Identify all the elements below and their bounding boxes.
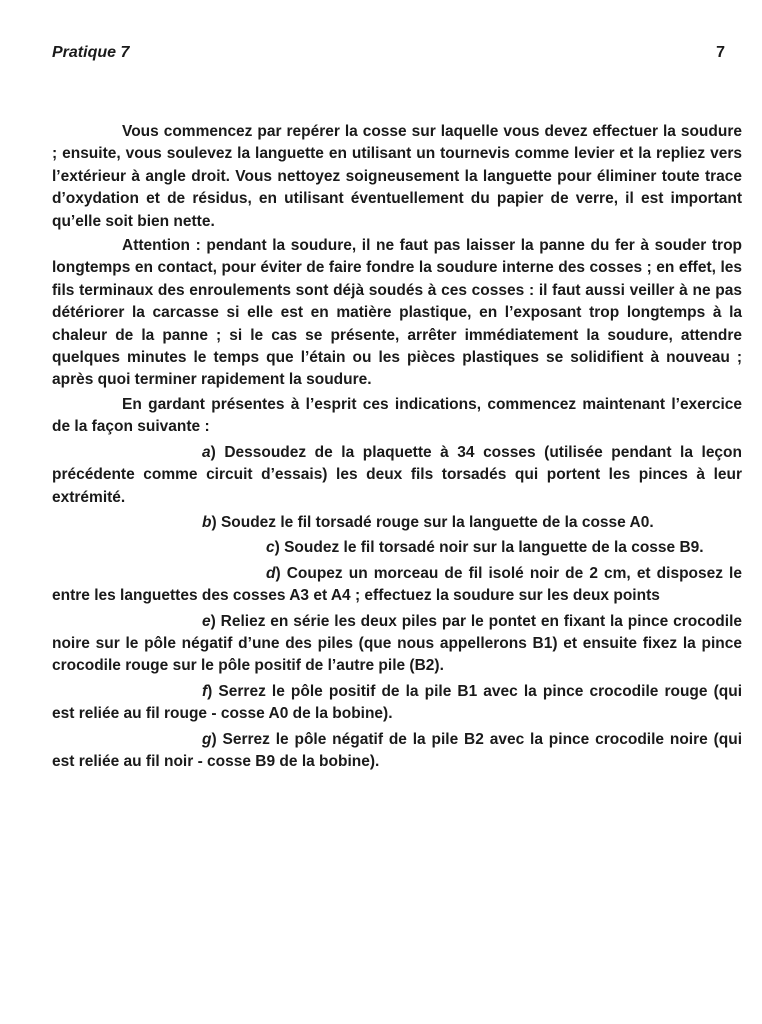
step-text: Serrez le pôle positif de la pile B1 avec la pince crocodile rouge (qui est reliée au fil rouge - cosse A0 de la bobine). (52, 682, 742, 723)
step-text: Dessoudez de la plaquette à 34 cosses (utilisée pendant la leçon précédente comme circuit d’essais) les deux fils torsadés qui portent les pinces à leur extrémité. (52, 443, 742, 506)
step-letter: f (202, 682, 208, 700)
step-text: Soudez le fil torsadé rouge sur la languette de la cosse A0. (220, 513, 654, 531)
step-letter: d (266, 564, 276, 582)
step-f: f) Serrez le pôle positif de la pile B1 avec la pince crocodile rouge (qui est reliée au fil rouge - cosse A0 de la bobine). (52, 682, 742, 723)
step-letter: c (266, 539, 275, 557)
step-letter: b (202, 513, 212, 531)
step-text: Reliez en série les deux piles par le pontet en fixant la pince crocodile noire sur le pôle négatif d’une des piles (que nous appellerons B1) et ensuite fixez la pince crocodile rouge sur le pôle positif de l’autre pile (B2). (52, 612, 742, 675)
step-letter: a (202, 443, 211, 461)
step-text: Serrez le pôle négatif de la pile B2 avec la pince crocodile noire (qui est reliée au fil noir - cosse B9 de la bobine). (52, 730, 743, 770)
step-text: Coupez un morceau de fil isolé noir de 2 cm, et disposez le entre les languettes des cosses A3 et A4 ; effectuez la soudure sur les deux points (52, 564, 742, 605)
step-e: e) Reliez en série les deux piles par le pontet en fixant la pince crocodile noire sur le pôle négatif d’une des piles (que nous appellerons B1) et ensuite fixez la pince crocodile rouge sur le pôle positif de l’autre pile (B2). (52, 612, 742, 675)
paragraph-intro: Vous commencez par repérer la cosse sur laquelle vous devez effectuer la soudure ; ensuite, vous soulevez la languette en utilisant un tournevis comme levier et la repliez vers l’extérieur à angle droit. Vous nettoyez soigneusement la languette pour éliminer toute trace d’oxydation et de résidus, en utilisant éventuellement du papier de verre, il est important qu’elle soit bien nette. (52, 123, 742, 230)
page-header (52, 44, 725, 66)
step-letter: g (202, 730, 212, 748)
step-b: b) Soudez le fil torsadé rouge sur la languette de la cosse A0. (202, 513, 654, 531)
paragraph-instructions: En gardant présentes à l’esprit ces indications, commencez maintenant l’exercice de la façon suivante : (52, 395, 742, 436)
page-body (52, 121, 742, 773)
step-g: g) Serrez le pôle négatif de la pile B2 avec la pince crocodile noire (qui est reliée au fil noir - cosse B9 de la bobine). (52, 730, 743, 770)
step-c: c) Soudez le fil torsadé noir sur la languette de la cosse B9. (266, 539, 704, 557)
step-d: d) Coupez un morceau de fil isolé noir de 2 cm, et disposez le entre les languettes des cosses A3 et A4 ; effectuez la soudure sur les deux points (52, 564, 742, 605)
step-text: Soudez le fil torsadé noir sur la languette de la cosse B9. (284, 539, 704, 557)
step-letter: e (202, 612, 211, 630)
running-title: Pratique 7 (52, 44, 130, 61)
page-number: 7 (716, 44, 725, 61)
paragraph-warning: Attention : pendant la soudure, il ne faut pas laisser la panne du fer à souder trop longtemps en contact, pour éviter de faire fondre la soudure interne des cosses ; en effet, les fils terminaux des enroulements sont déjà soudés à ces cosses : il faut aussi veiller à ne pas détériorer la carcasse si elle est en matière plastique, en l’exposant trop longtemps à la chaleur de la panne ; si le cas se présente, arrêter immédiatement la soudure, attendre quelques minutes le temps que l’étain ou les pièces plastiques se solidifient à nouveau ; après quoi terminer rapidement la soudure. (52, 237, 742, 389)
step-a: a) Dessoudez de la plaquette à 34 cosses (utilisée pendant la leçon précédente comme circuit d’essais) les deux fils torsadés qui portent les pinces à leur extrémité. (52, 443, 742, 506)
